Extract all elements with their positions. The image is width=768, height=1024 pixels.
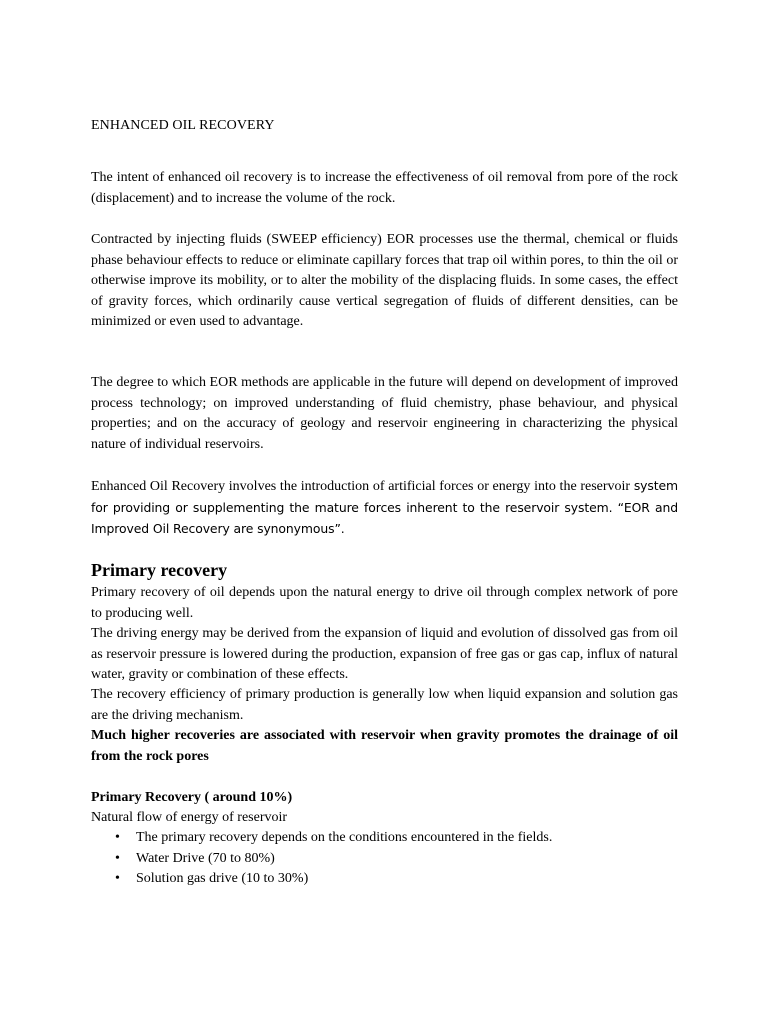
list-item-text: Water Drive (70 to 80%) [136,850,275,866]
eor-definition-paragraph [91,476,678,541]
eor-definition-lead: Enhanced Oil Recovery involves the introduction of artificial forces or energy into the reservoir [91,479,631,494]
eor-future-paragraph: The degree to which EOR methods are applicable in the future will depend on development of improved process technology; on improved understanding of fluid chemistry, phase behaviour, and physical properties; and on the accuracy of geology and reservoir engineering in characterizing the physical nature of individual reservoirs. [91,375,678,452]
eor-process-paragraph: Contracted by injecting fluids (SWEEP efficiency) EOR processes use the thermal, chemical or fluids phase behaviour effects to reduce or eliminate capillary forces that trap oil within pores, to thin the oil or otherwise improve its mobility, or to alter the mobility of the displacing fluids. In some cases, the effect of gravity forces, which ordinarily cause vertical segregation of fluids of different densities, can be minimized or even used to advantage. [91,232,678,330]
primary-recovery-bullet-list [91,828,552,890]
list-item [91,869,552,890]
bullet-icon: • [115,850,120,866]
section-heading-primary-recovery: Primary recovery [91,560,228,580]
gravity-drainage-emphasis: Much higher recoveries are associated with reservoir when gravity promotes the drainage of oil from the rock pores [91,728,678,764]
document-title: ENHANCED OIL RECOVERY [91,118,275,133]
intro-paragraph: The intent of enhanced oil recovery is to increase the effectiveness of oil removal from pore of the rock (displacement) and to increase the volume of the rock. [91,170,678,206]
eor-definition-tail: system for providing or supplementing the mature forces inherent to the reservoir system. “EOR and Improved Oil Recovery are synonymous”. [91,478,679,537]
list-item [91,828,552,849]
natural-flow-line: Natural flow of energy of reservoir [91,810,288,825]
list-item-text: Solution gas drive (10 to 30%) [136,871,309,887]
recovery-efficiency-paragraph: The recovery efficiency of primary production is generally low when liquid expansion and solution gas are the driving mechanism. [91,687,678,723]
primary-recovery-subheading: Primary Recovery ( around 10%) [91,790,293,805]
list-item [91,849,552,870]
primary-recovery-paragraph: Primary recovery of oil depends upon the natural energy to drive oil through complex network of pore to producing well. [91,585,678,621]
list-item-text: The primary recovery depends on the conditions encountered in the fields. [136,830,553,845]
bullet-icon: • [115,830,120,845]
driving-energy-paragraph: The driving energy may be derived from the expansion of liquid and evolution of dissolved gas from oil as reservoir pressure is lowered during the production, expansion of free gas or gas cap, influx of natural water, gravity or combination of these effects. [91,626,678,683]
bullet-icon: • [115,871,120,887]
